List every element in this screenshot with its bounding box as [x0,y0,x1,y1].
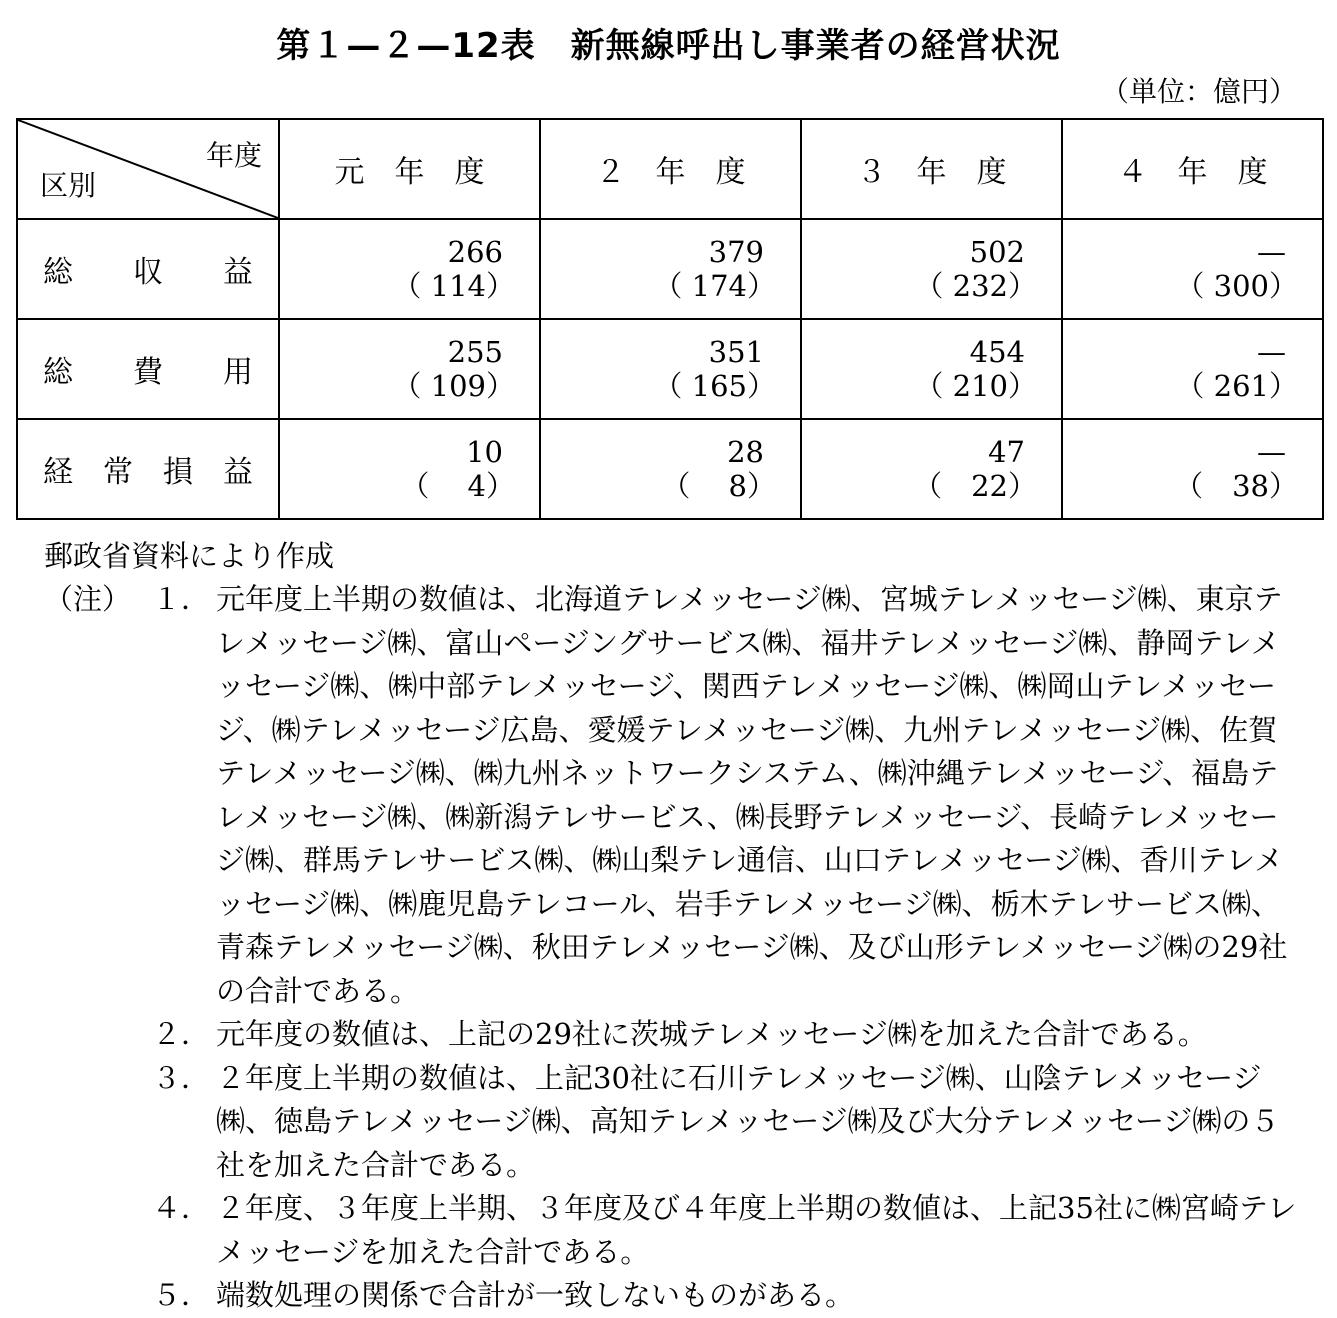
note-item [152,1274,1304,1318]
table-cell [540,219,801,319]
table-cell [1062,419,1323,519]
cell-subvalue: （ 4） [400,469,515,503]
corner-cell [17,119,279,219]
business-results-table [16,118,1324,520]
table-cell [801,319,1062,419]
column-header-year-1: 元 年 度 [279,119,540,219]
cell-value: 266 [447,235,503,269]
corner-year-label: 年度 [205,139,262,172]
corner-category-label: 区別 [40,169,97,202]
cell-subvalue: （ 300） [1175,269,1298,303]
note-item [152,1013,1304,1057]
note-number: ２． [152,1017,211,1051]
note-text: 元年度の数値は、上記の29社に茨城テレメッセージ㈱を加えた合計である。 [216,1017,1207,1051]
table-cell [540,319,801,419]
cell-value: 351 [708,335,764,369]
note-number: １． [152,582,211,616]
cell-subvalue: （ 38） [1174,469,1298,503]
table-cell [279,319,540,419]
column-header-year-2: ２ 年 度 [540,119,801,219]
note-item [152,1187,1304,1274]
header-row [17,119,1323,219]
table-row-total-revenue [17,219,1323,319]
note-text: ２年度、３年度上半期、３年度及び４年度上半期の数値は、上記35社に㈱宮崎テレメッセージを加えた合計である。 [216,1191,1297,1269]
table-row-total-expenses [17,319,1323,419]
cell-value: 47 [988,435,1025,469]
note-number: ３． [152,1060,211,1095]
cell-value: 255 [447,335,503,369]
table-row-ordinary-profit [17,419,1323,519]
note-item [152,1057,1304,1188]
note-text: 元年度上半期の数値は、北海道テレメッセージ㈱、宮城テレメッセージ㈱、東京テレメッセージ㈱、富山ページングサービス㈱、福井テレメッセージ㈱、静岡テレメッセージ㈱、㈱中部テレメッセージ、関西テレメッセージ㈱、㈱岡山テレメッセージ、㈱テレメッセージ広島、愛媛テレメッセージ㈱、九州テレメッセージ㈱、佐賀テレメッセージ㈱、㈱九州ネットワークシステム、㈱沖縄テレメッセージ、福島テレメッセージ㈱、㈱新潟テレサービス、㈱長野テレメッセージ、長崎テレメッセージ㈱、群馬テレサービス㈱、㈱山梨テレ通信、山口テレメッセージ㈱、香川テレメッセージ㈱、㈱鹿児島テレコール、岩手テレメッセージ㈱、栃木テレサービス㈱、青森テレメッセージ㈱、秋田テレメッセージ㈱、及び山形テレメッセージ㈱の29社の合計である。 [216,582,1288,1008]
note-number: ４． [152,1191,211,1225]
column-header-year-3: ３ 年 度 [801,119,1062,219]
cell-subvalue: （ 22） [913,469,1037,503]
table-cell [1062,319,1323,419]
cell-subvalue: （ 174） [653,269,776,303]
table-cell [279,219,540,319]
cell-subvalue: （ 261） [1175,369,1298,403]
table-cell [801,419,1062,519]
row-label-ordinary-profit: 経 常 損 益 [17,419,279,519]
source-note: 郵政省資料により作成 [44,539,335,573]
table-cell [279,419,540,519]
unit-label: （単位：億円） [1100,75,1297,108]
note-number: ５． [152,1278,211,1312]
cell-subvalue: （ 165） [653,369,776,403]
notes-label: （注） [44,582,132,616]
cell-subvalue: （ 114） [392,269,515,303]
notes-section [44,578,1304,1318]
table-cell [801,219,1062,319]
cell-value: 28 [727,435,764,469]
cell-value: 502 [969,235,1025,269]
row-label-total-revenue: 総 収 益 [17,219,279,319]
column-header-year-4: ４ 年 度 [1062,119,1323,219]
note-text: 端数処理の関係で合計が一致しないものがある。 [216,1278,855,1312]
cell-value: 379 [708,235,764,269]
cell-value: — [1257,235,1286,269]
cell-value: — [1257,435,1286,469]
cell-value: 454 [969,335,1025,369]
cell-subvalue: （ 210） [914,369,1037,403]
table-title: 第１—２—12表 新無線呼出し事業者の経営状況 [276,26,1061,66]
row-label-total-expenses: 総 費 用 [17,319,279,419]
cell-subvalue: （ 8） [661,469,776,503]
cell-subvalue: （ 232） [914,269,1037,303]
cell-value: — [1257,335,1286,369]
note-item [152,578,1304,1013]
cell-value: 10 [466,435,503,469]
table-cell [1062,219,1323,319]
note-text: ２年度上半期の数値は、上記30社に石川テレメッセージ㈱、山陰テレメッセージ㈱、徳島テレメッセージ㈱、高知テレメッセージ㈱及び大分テレメッセージ㈱の５社を加えた合計である。 [216,1060,1280,1182]
table-cell [540,419,801,519]
cell-subvalue: （ 109） [392,369,515,403]
